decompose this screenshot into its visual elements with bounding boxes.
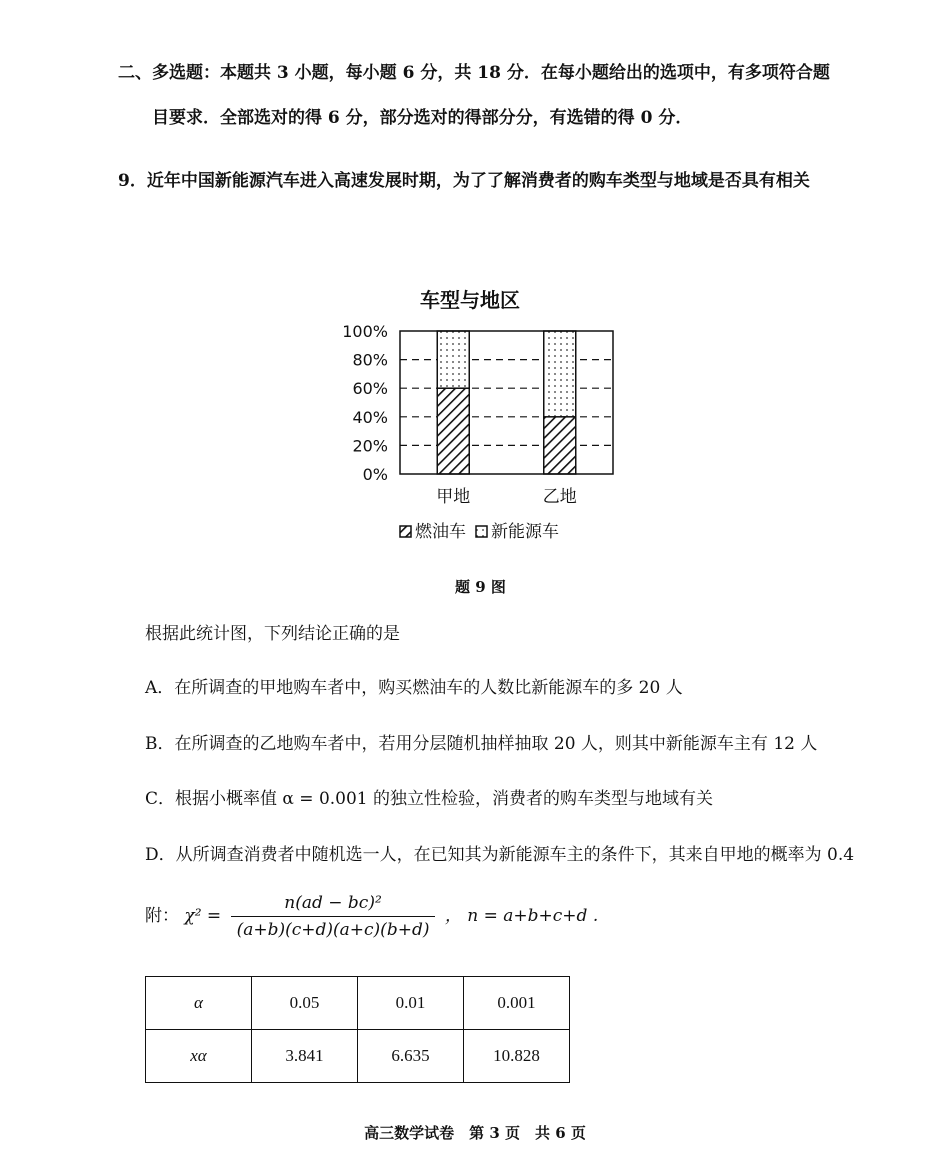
chart-title: 车型与地区 [420, 288, 520, 312]
y-tick-label: 40% [352, 407, 388, 427]
formula-numerator: n(ad − bc)² [284, 893, 382, 913]
plot-frame [400, 331, 613, 474]
chi-square-formula [145, 893, 598, 963]
option-c: C．根据小概率值 α = 0.001 的独立性检验，消费者的购车类型与地域有关 [145, 789, 714, 809]
x-tick-label: 甲地 [436, 487, 471, 507]
formula-denominator: (a+b)(c+d)(a+c)(b+d) [231, 916, 436, 940]
legend-swatch-dotted [476, 526, 487, 537]
y-tick-label: 0% [362, 465, 388, 484]
bar-乙地-燃油车 [544, 417, 576, 474]
section-heading-line1: 二、多选题：本题共 3 小题，每小题 6 分，共 18 分．在每小题给出的选项中，有多项符合题 [118, 63, 830, 83]
option-a: A．在所调查的甲地购车者中，购买燃油车的人数比新能源车的多 20 人 [145, 678, 683, 698]
option-d: D．从所调查消费者中随机选一人，在已知其为新能源车主的条件下，其来自甲地的概率为 0.4 [145, 845, 855, 865]
table-cell-alpha-1: 0.05 [252, 977, 358, 1030]
x-tick-label: 乙地 [542, 487, 577, 507]
legend-swatch-hatched [400, 526, 411, 537]
y-tick-label: 80% [352, 350, 388, 370]
table-cell-x-label: xα [146, 1030, 252, 1083]
bar-甲地-燃油车 [437, 388, 469, 474]
page-footer: 高三数学试卷 第 3 页 共 6 页 [364, 1124, 586, 1142]
bar-乙地-新能源车 [544, 331, 576, 417]
table-row-critical [146, 1030, 570, 1083]
table-cell-alpha-3: 0.001 [464, 977, 570, 1030]
table-row-alpha [146, 977, 570, 1030]
y-tick-label: 100% [342, 322, 388, 341]
table-cell-x-2: 6.635 [358, 1030, 464, 1083]
formula-prefix: 附： [145, 906, 179, 926]
legend-label: 新能源车 [491, 522, 559, 542]
question-prompt: 根据此统计图，下列结论正确的是 [145, 624, 400, 644]
bar-甲地-新能源车 [437, 331, 469, 388]
figure-caption: 题 9 图 [455, 578, 506, 596]
question-stem: 9．近年中国新能源汽车进入高速发展时期，为了了解消费者的购车类型与地域是否具有相关 [118, 171, 810, 191]
legend-label: 燃油车 [415, 522, 466, 542]
option-b: B．在所调查的乙地购车者中，若用分层随机抽样抽取 20 人，则其中新能源车主有 12 人 [145, 734, 818, 754]
y-tick-label: 60% [352, 379, 388, 399]
formula-tail: ， n = a+b+c+d . [444, 906, 599, 926]
y-tick-label: 20% [352, 436, 388, 456]
table-cell-x-3: 10.828 [464, 1030, 570, 1083]
formula-lhs: χ² = [184, 906, 222, 926]
section-heading-line2: 目要求．全部选对的得 6 分，部分选对的得部分分，有选错的得 0 分． [152, 108, 693, 128]
table-cell-alpha-2: 0.01 [358, 977, 464, 1030]
stacked-bar-chart [330, 275, 620, 575]
table-cell-x-1: 3.841 [252, 1030, 358, 1083]
table-cell-alpha-label: α [146, 977, 252, 1030]
critical-value-table [145, 976, 570, 1083]
formula-fraction [231, 893, 436, 940]
